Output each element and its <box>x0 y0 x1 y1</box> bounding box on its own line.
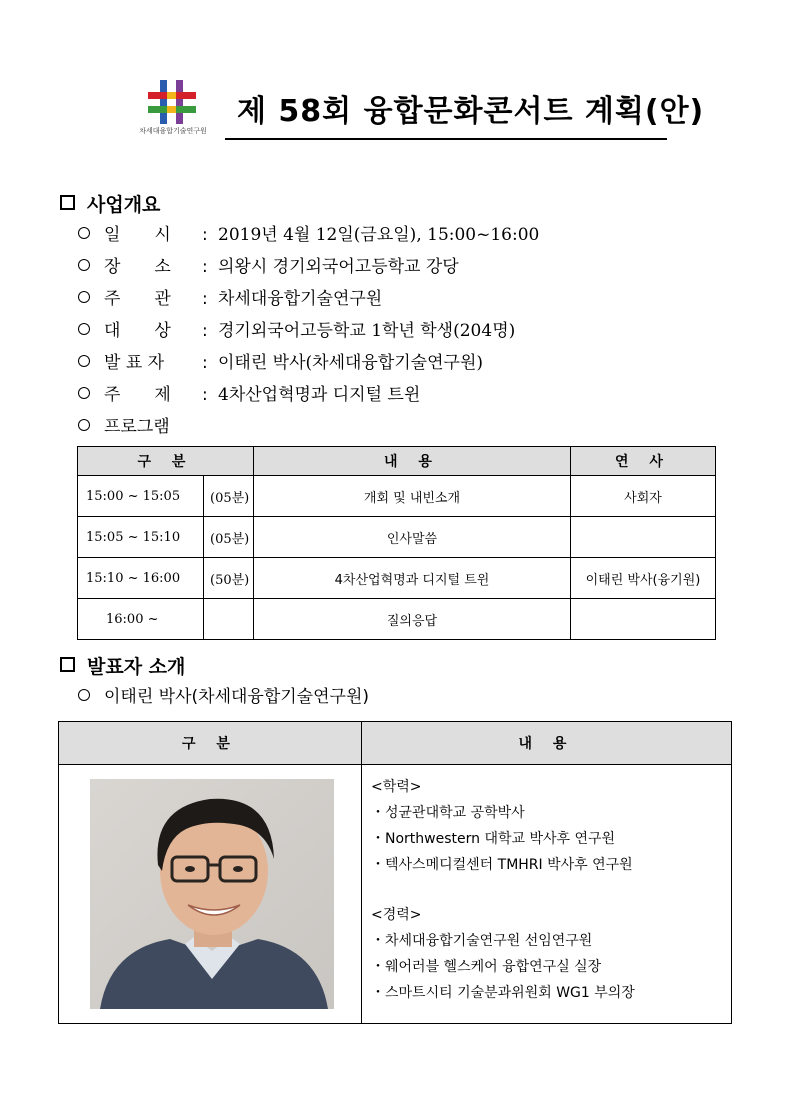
info-row-host: 주 관 : 차세대융합기술연구원 <box>78 286 382 312</box>
circle-bullet-icon <box>78 689 90 701</box>
circle-bullet-icon <box>78 291 90 303</box>
profile-cell <box>362 765 732 1024</box>
table-header-cell: 구 분 <box>59 722 362 765</box>
time-cell: 15:00 ~ 15:05 <box>78 476 204 517</box>
circle-bullet-icon <box>78 259 90 271</box>
duration-cell: (50분) <box>204 558 254 599</box>
education-title: <학력> <box>371 779 422 795</box>
education-item: ・Northwestern 대학교 박사후 연구원 <box>371 831 616 847</box>
speaker-name-row: 이태린 박사(차세대융합기술연구원) <box>78 684 369 710</box>
table-row <box>78 558 716 599</box>
table-row <box>59 765 732 1024</box>
section-heading-overview: 사업개요 <box>60 190 160 217</box>
program-label-row: 프로그램 <box>78 414 170 440</box>
logo-text: 차세대융합기술연구원 <box>139 127 207 135</box>
section-heading-speaker: 발표자 소개 <box>60 652 185 679</box>
content-cell: 질의응답 <box>254 599 571 640</box>
career-title: <경력> <box>371 907 422 923</box>
time-cell: 15:05 ~ 15:10 <box>78 517 204 558</box>
program-table <box>77 446 716 640</box>
speaker-cell <box>571 599 716 640</box>
circle-bullet-icon <box>78 227 90 239</box>
table-header-cell: 내 용 <box>254 447 571 476</box>
duration-cell: (05분) <box>204 517 254 558</box>
time-cell: 15:10 ~ 16:00 <box>78 558 204 599</box>
career-item: ・스마트시티 기술분과위원회 WG1 부의장 <box>371 985 635 1001</box>
info-row-date: 일 시 : 2019년 4월 12일(금요일), 15:00~16:00 <box>78 222 539 248</box>
speaker-table <box>58 721 732 1024</box>
circle-bullet-icon <box>78 355 90 367</box>
table-header-cell: 구 분 <box>78 447 254 476</box>
table-header-row <box>78 447 716 476</box>
education-item: ・텍사스메디컬센터 TMHRI 박사후 연구원 <box>371 857 633 873</box>
table-header-cell: 연 사 <box>571 447 716 476</box>
circle-bullet-icon <box>78 323 90 335</box>
checkbox-square-icon <box>60 657 75 672</box>
career-item: ・웨어러블 헬스케어 융합연구실 실장 <box>371 959 602 975</box>
duration-cell <box>204 599 254 640</box>
table-row <box>78 517 716 558</box>
duration-cell: (05분) <box>204 476 254 517</box>
speaker-cell: 이태린 박사(융기원) <box>571 558 716 599</box>
checkbox-square-icon <box>60 195 75 210</box>
career-item: ・차세대융합기술연구원 선임연구원 <box>371 933 593 949</box>
info-row-topic: 주 제 : 4차산업혁명과 디지털 트윈 <box>78 382 420 408</box>
circle-bullet-icon <box>78 419 90 431</box>
title-underline <box>225 138 667 140</box>
speaker-cell <box>571 517 716 558</box>
speaker-photo <box>90 779 334 1009</box>
info-row-place: 장 소 : 의왕시 경기외국어고등학교 강당 <box>78 254 459 280</box>
content-cell: 인사말씀 <box>254 517 571 558</box>
circle-bullet-icon <box>78 387 90 399</box>
table-row <box>78 599 716 640</box>
content-cell: 개회 및 내빈소개 <box>254 476 571 517</box>
table-header-row <box>59 722 732 765</box>
speaker-cell: 사회자 <box>571 476 716 517</box>
table-header-cell: 내 용 <box>362 722 732 765</box>
education-item: ・성균관대학교 공학박사 <box>371 805 525 821</box>
info-row-target: 대 상 : 경기외국어고등학교 1학년 학생(204명) <box>78 318 515 344</box>
document-title: 제 58회 융합문화콘서트 계획(안) <box>237 94 705 129</box>
content-cell: 4차산업혁명과 디지털 트윈 <box>254 558 571 599</box>
table-row <box>78 476 716 517</box>
time-cell: 16:00 ~ <box>78 599 204 640</box>
photo-cell <box>59 765 362 1024</box>
info-row-presenter: 발 표 자 : 이태린 박사(차세대융합기술연구원) <box>78 350 483 376</box>
